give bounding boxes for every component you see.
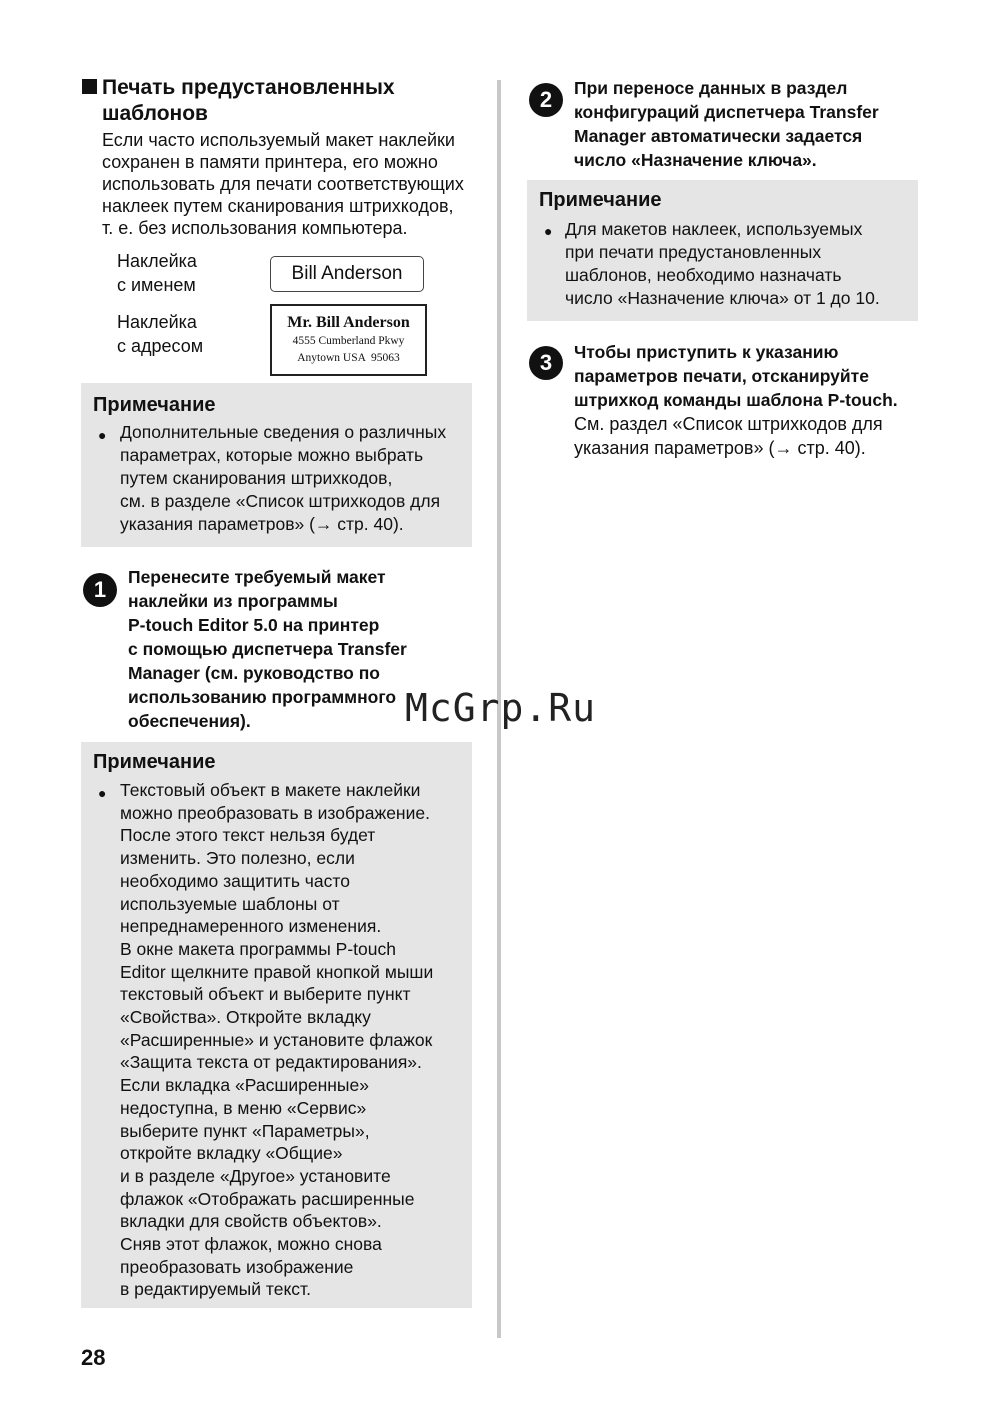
- intro-line: сохранен в памяти принтера, его можно: [102, 152, 438, 172]
- bullet-icon: ●: [544, 223, 553, 239]
- note-line: число «Назначение ключа» от 1 до 10.: [565, 288, 880, 308]
- note-line: вкладки для свойств объектов».: [120, 1211, 382, 1232]
- step-line: P-touch Editor 5.0 на принтер: [128, 615, 380, 635]
- section-heading-line: Печать предустановленных: [102, 76, 395, 99]
- caption-line: с адресом: [117, 336, 204, 356]
- note-line: «Защита текста от редактирования».: [120, 1052, 422, 1073]
- section-square-icon: [82, 79, 97, 94]
- note-line: В окне макета программы P-touch: [120, 938, 396, 959]
- step-line: параметров печати, отсканируйте: [574, 366, 869, 386]
- note-line: шаблонов, необходимо назначать: [565, 265, 842, 285]
- note-line: при печати предустановленных: [565, 242, 822, 262]
- note-title: Примечание: [93, 394, 216, 416]
- note-line: изменить. Это полезно, если: [120, 848, 355, 869]
- note-line: см. в разделе «Список штрихкодов для: [120, 491, 441, 511]
- note-line: непреднамеренного изменения.: [120, 916, 382, 937]
- step-line: Manager (см. руководство по: [128, 663, 380, 683]
- note-line: После этого текст нельзя будет: [120, 825, 376, 846]
- section-heading: [102, 75, 395, 127]
- step-line: При переносе данных в раздел: [574, 78, 848, 98]
- step-number-icon: 1: [83, 573, 117, 607]
- note-line: Сняв этот флажок, можно снова: [120, 1234, 382, 1255]
- step-number-icon: 3: [529, 346, 563, 380]
- step-line: См. раздел «Список штрихкодов для: [574, 414, 883, 434]
- note-line: Если вкладка «Расширенные»: [120, 1075, 369, 1096]
- note-line: используемые шаблоны от: [120, 893, 340, 914]
- caption-line: Наклейка: [117, 251, 197, 271]
- note-line: можно преобразовать в изображение.: [120, 802, 430, 823]
- note-line: указания параметров» (→ стр. 40).: [120, 514, 404, 534]
- section-intro: [102, 129, 464, 239]
- note-line: «Расширенные» и установите флажок: [120, 1029, 433, 1050]
- note-line: Текстовый объект в макете наклейки: [120, 780, 421, 800]
- address-sample-name: Mr. Bill Anderson: [287, 314, 410, 331]
- note-title: Примечание: [93, 751, 216, 773]
- name-label-sample: Bill Anderson: [270, 256, 424, 292]
- step-line: наклейки из программы: [128, 591, 338, 611]
- note-box: [81, 742, 472, 1308]
- bullet-icon: ●: [98, 785, 107, 801]
- watermark: McGrp.Ru: [405, 686, 597, 730]
- note-line: в редактируемый текст.: [120, 1279, 311, 1300]
- address-sample-city: Anytown USA 95063: [297, 352, 400, 364]
- section-heading-line: шаблонов: [102, 102, 208, 125]
- page-number: 28: [81, 1345, 106, 1370]
- step-number-icon: 2: [529, 83, 563, 117]
- bullet-icon: ●: [98, 427, 107, 443]
- note-line: Editor щелкните правой кнопкой мыши: [120, 961, 434, 982]
- step-line: Manager автоматически задается: [574, 126, 863, 146]
- address-label-caption: [117, 310, 203, 358]
- note-line: выберите пункт «Параметры»,: [120, 1120, 370, 1141]
- intro-line: т. е. без использования компьютера.: [102, 218, 408, 238]
- step-line: Чтобы приступить к указанию: [574, 342, 839, 362]
- name-label-caption: [117, 249, 197, 297]
- step-line: указания параметров» (→ стр. 40).: [574, 438, 866, 458]
- step-line: число «Назначение ключа».: [574, 150, 817, 170]
- intro-line: наклеек путем сканирования штрихкодов,: [102, 196, 454, 216]
- intro-line: использовать для печати соответствующих: [102, 174, 464, 194]
- note-line: откройте вкладку «Общие»: [120, 1143, 343, 1164]
- step3-text: [574, 340, 898, 460]
- address-label-sample: [270, 304, 427, 376]
- note-line: «Свойства». Откройте вкладку: [120, 1007, 371, 1028]
- note-box: [527, 180, 918, 321]
- note-text: [565, 218, 880, 310]
- step-line: штрихкод команды шаблона P-touch.: [574, 390, 898, 410]
- note-line: преобразовать изображение: [120, 1256, 354, 1277]
- intro-line: Если часто используемый макет наклейки: [102, 130, 455, 150]
- step-line: конфигураций диспетчера Transfer: [574, 102, 879, 122]
- note-line: Для макетов наклеек, используемых: [565, 219, 863, 239]
- step-line: Перенесите требуемый макет: [128, 567, 386, 587]
- address-sample-street: 4555 Cumberland Pkwy: [292, 335, 405, 347]
- step-line: обеспечения).: [128, 711, 251, 731]
- step-line: использованию программного: [128, 687, 397, 707]
- note-line: путем сканирования штрихкодов,: [120, 468, 393, 488]
- note-line: и в разделе «Другое» установите: [120, 1165, 391, 1186]
- note-text: [120, 779, 433, 1301]
- note-line: флажок «Отображать расширенные: [120, 1188, 415, 1209]
- note-text: [120, 421, 446, 536]
- note-line: недоступна, в меню «Сервис»: [120, 1097, 367, 1118]
- step2-text: [574, 76, 879, 172]
- note-line: необходимо защитить часто: [120, 870, 350, 891]
- caption-line: с именем: [117, 275, 196, 295]
- note-title: Примечание: [539, 189, 662, 211]
- note-line: Дополнительные сведения о различных: [120, 422, 447, 442]
- note-line: текстовый объект и выберите пункт: [120, 984, 411, 1005]
- step-line: с помощью диспетчера Transfer: [128, 639, 407, 659]
- caption-line: Наклейка: [117, 312, 197, 332]
- note-line: параметрах, которые можно выбрать: [120, 445, 424, 465]
- note-box: [81, 383, 472, 547]
- step1-text: [128, 565, 407, 733]
